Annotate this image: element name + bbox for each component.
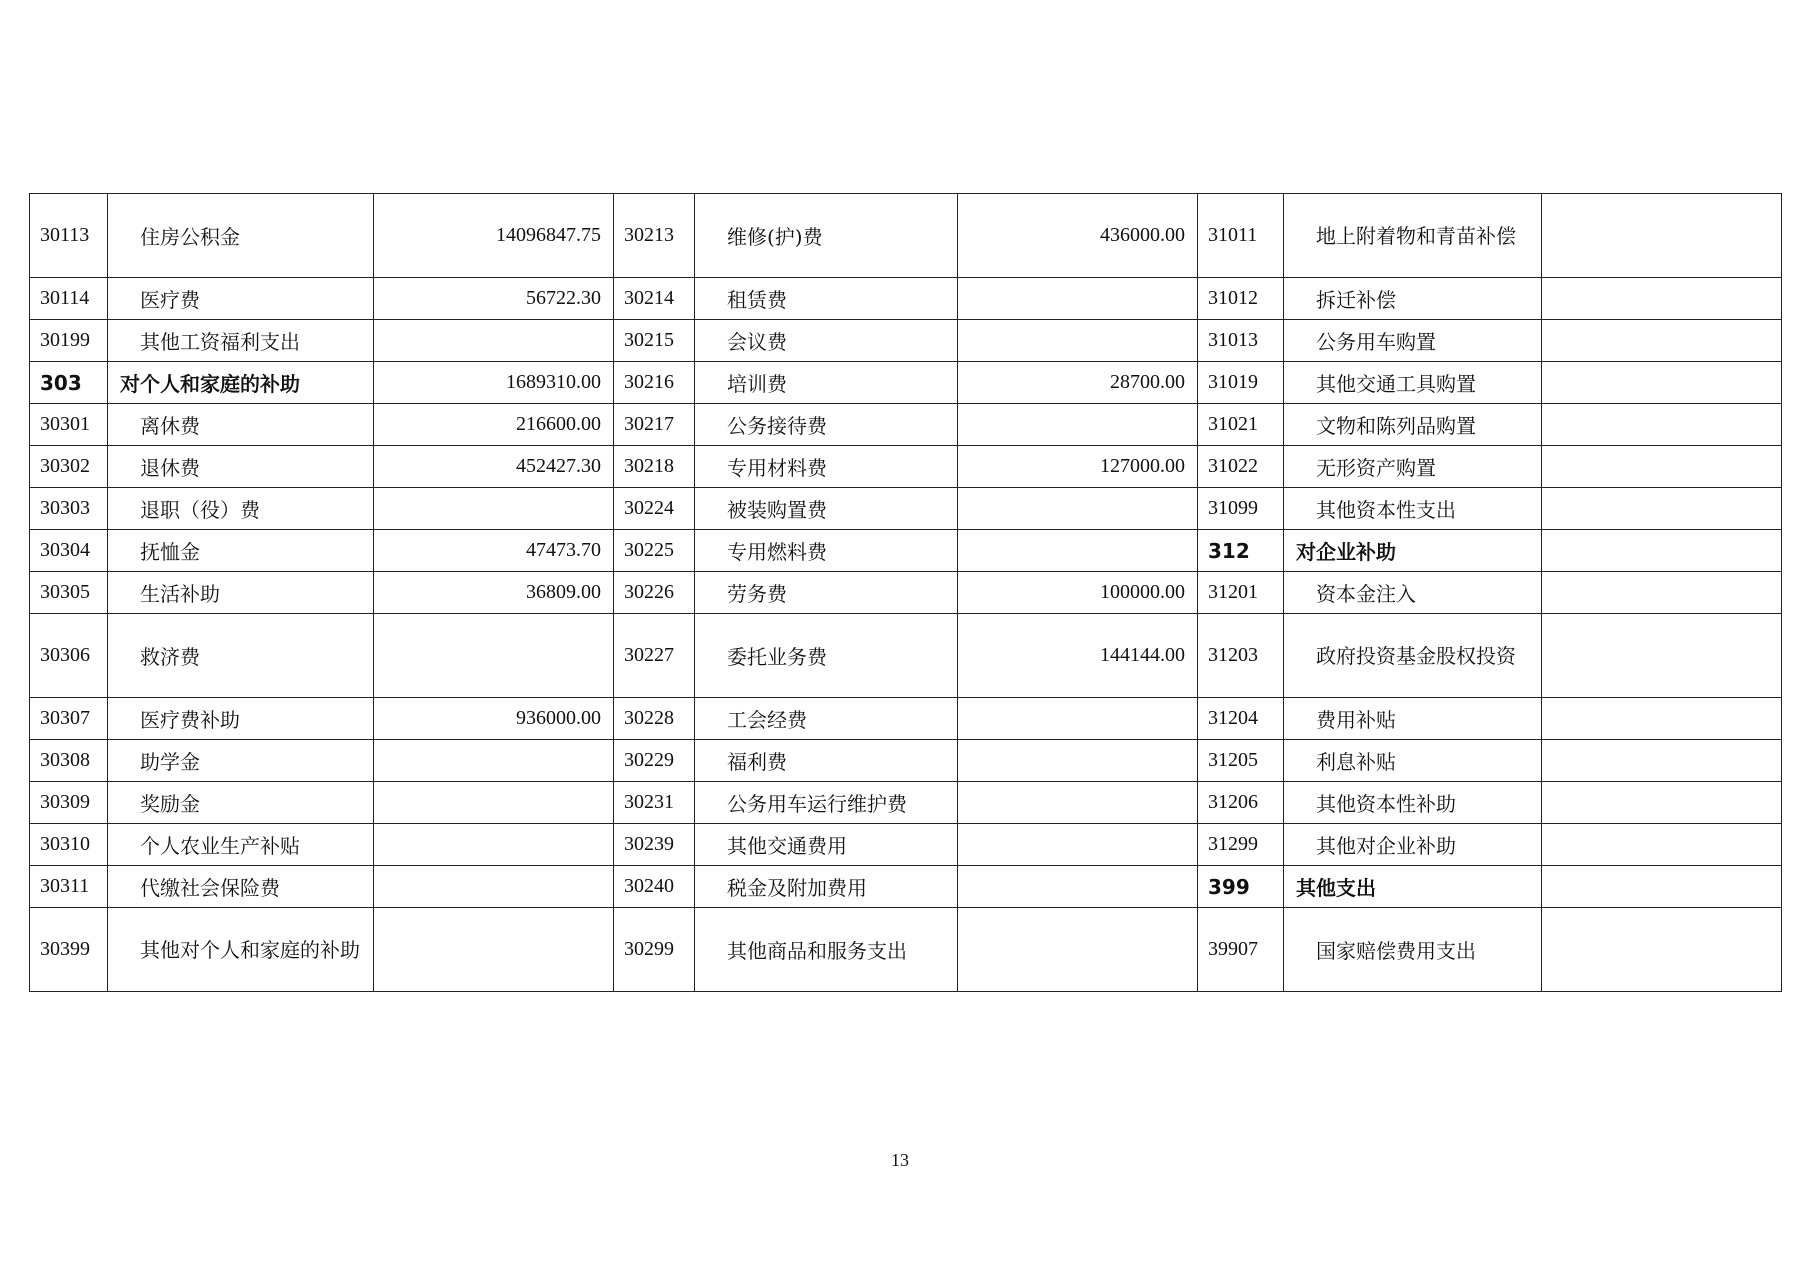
item-code: 30310 xyxy=(30,824,108,866)
item-code: 31099 xyxy=(1198,488,1284,530)
item-code: 30306 xyxy=(30,614,108,698)
item-name: 代缴社会保险费 xyxy=(108,866,374,908)
item-amount xyxy=(1542,404,1782,446)
item-code: 31019 xyxy=(1198,362,1284,404)
item-code: 30302 xyxy=(30,446,108,488)
item-name: 其他工资福利支出 xyxy=(108,320,374,362)
item-name: 政府投资基金股权投资 xyxy=(1284,614,1542,698)
item-code: 31022 xyxy=(1198,446,1284,488)
item-name: 离休费 xyxy=(108,404,374,446)
item-name: 无形资产购置 xyxy=(1284,446,1542,488)
item-code: 30239 xyxy=(614,824,695,866)
item-name: 医疗费补助 xyxy=(108,698,374,740)
item-amount xyxy=(374,320,614,362)
item-name: 地上附着物和青苗补偿 xyxy=(1284,194,1542,278)
item-code: 30214 xyxy=(614,278,695,320)
item-code: 30229 xyxy=(614,740,695,782)
item-name: 租赁费 xyxy=(695,278,958,320)
item-code: 30213 xyxy=(614,194,695,278)
item-amount xyxy=(374,782,614,824)
item-code: 31203 xyxy=(1198,614,1284,698)
item-code: 31201 xyxy=(1198,572,1284,614)
item-code: 30307 xyxy=(30,698,108,740)
item-amount: 216600.00 xyxy=(374,404,614,446)
item-amount xyxy=(374,908,614,992)
item-name: 税金及附加费用 xyxy=(695,866,958,908)
item-name: 拆迁补偿 xyxy=(1284,278,1542,320)
item-amount: 436000.00 xyxy=(958,194,1198,278)
item-name: 个人农业生产补贴 xyxy=(108,824,374,866)
table-row xyxy=(30,572,1782,614)
table-row xyxy=(30,698,1782,740)
table-row xyxy=(30,194,1782,278)
item-name: 福利费 xyxy=(695,740,958,782)
item-amount xyxy=(1542,446,1782,488)
item-name: 劳务费 xyxy=(695,572,958,614)
item-code: 31204 xyxy=(1198,698,1284,740)
item-amount: 14096847.75 xyxy=(374,194,614,278)
item-code: 30225 xyxy=(614,530,695,572)
item-code: 30303 xyxy=(30,488,108,530)
table-row xyxy=(30,908,1782,992)
item-name: 其他交通工具购置 xyxy=(1284,362,1542,404)
item-name: 退职（役）费 xyxy=(108,488,374,530)
item-name: 生活补助 xyxy=(108,572,374,614)
item-amount xyxy=(958,824,1198,866)
table-row xyxy=(30,614,1782,698)
item-amount xyxy=(958,404,1198,446)
budget-table xyxy=(29,193,1782,992)
item-code: 31206 xyxy=(1198,782,1284,824)
item-code: 30301 xyxy=(30,404,108,446)
item-name: 培训费 xyxy=(695,362,958,404)
item-name: 其他对个人和家庭的补助 xyxy=(108,908,374,992)
item-code: 30217 xyxy=(614,404,695,446)
item-code: 30399 xyxy=(30,908,108,992)
item-amount xyxy=(374,824,614,866)
item-code: 30240 xyxy=(614,866,695,908)
item-name: 公务用车购置 xyxy=(1284,320,1542,362)
item-amount xyxy=(1542,698,1782,740)
item-name: 其他支出 xyxy=(1284,866,1542,908)
item-name: 对企业补助 xyxy=(1284,530,1542,572)
item-name: 其他资本性补助 xyxy=(1284,782,1542,824)
item-amount xyxy=(1542,572,1782,614)
item-code: 30231 xyxy=(614,782,695,824)
item-code: 30113 xyxy=(30,194,108,278)
item-name: 会议费 xyxy=(695,320,958,362)
item-amount xyxy=(1542,782,1782,824)
item-amount: 452427.30 xyxy=(374,446,614,488)
item-amount: 144144.00 xyxy=(958,614,1198,698)
item-name: 公务接待费 xyxy=(695,404,958,446)
table-row xyxy=(30,446,1782,488)
table-row xyxy=(30,488,1782,530)
item-amount xyxy=(958,488,1198,530)
table-row xyxy=(30,530,1782,572)
item-name: 医疗费 xyxy=(108,278,374,320)
item-amount xyxy=(958,740,1198,782)
item-code: 30227 xyxy=(614,614,695,698)
item-amount xyxy=(1542,740,1782,782)
item-name: 抚恤金 xyxy=(108,530,374,572)
item-code: 30309 xyxy=(30,782,108,824)
item-amount xyxy=(374,740,614,782)
item-name: 住房公积金 xyxy=(108,194,374,278)
item-amount xyxy=(1542,908,1782,992)
item-code: 30304 xyxy=(30,530,108,572)
item-amount: 100000.00 xyxy=(958,572,1198,614)
item-code: 31011 xyxy=(1198,194,1284,278)
item-name: 助学金 xyxy=(108,740,374,782)
item-name: 其他交通费用 xyxy=(695,824,958,866)
item-code: 30311 xyxy=(30,866,108,908)
item-name: 其他对企业补助 xyxy=(1284,824,1542,866)
page-number: 13 xyxy=(891,1150,909,1170)
item-name: 专用材料费 xyxy=(695,446,958,488)
item-code: 31013 xyxy=(1198,320,1284,362)
item-name: 工会经费 xyxy=(695,698,958,740)
table-row xyxy=(30,404,1782,446)
item-amount xyxy=(1542,278,1782,320)
item-amount xyxy=(958,278,1198,320)
item-code: 30114 xyxy=(30,278,108,320)
item-name: 其他资本性支出 xyxy=(1284,488,1542,530)
item-name: 公务用车运行维护费 xyxy=(695,782,958,824)
table-row xyxy=(30,278,1782,320)
item-amount xyxy=(1542,320,1782,362)
item-amount xyxy=(958,320,1198,362)
item-amount: 47473.70 xyxy=(374,530,614,572)
item-amount: 1689310.00 xyxy=(374,362,614,404)
item-code: 39907 xyxy=(1198,908,1284,992)
item-amount: 127000.00 xyxy=(958,446,1198,488)
table-row xyxy=(30,866,1782,908)
item-code: 312 xyxy=(1198,530,1284,572)
item-amount: 28700.00 xyxy=(958,362,1198,404)
item-amount xyxy=(958,530,1198,572)
item-code: 31021 xyxy=(1198,404,1284,446)
item-name: 对个人和家庭的补助 xyxy=(108,362,374,404)
item-name: 国家赔偿费用支出 xyxy=(1284,908,1542,992)
item-amount xyxy=(958,908,1198,992)
item-amount xyxy=(1542,824,1782,866)
item-amount: 56722.30 xyxy=(374,278,614,320)
item-code: 399 xyxy=(1198,866,1284,908)
item-code: 303 xyxy=(30,362,108,404)
item-amount xyxy=(374,614,614,698)
item-amount xyxy=(958,866,1198,908)
item-amount xyxy=(1542,866,1782,908)
item-amount: 36809.00 xyxy=(374,572,614,614)
item-code: 30215 xyxy=(614,320,695,362)
item-amount xyxy=(1542,530,1782,572)
item-code: 30199 xyxy=(30,320,108,362)
item-code: 30228 xyxy=(614,698,695,740)
table-row xyxy=(30,782,1782,824)
item-amount xyxy=(374,866,614,908)
item-amount xyxy=(958,698,1198,740)
item-name: 费用补贴 xyxy=(1284,698,1542,740)
item-code: 30216 xyxy=(614,362,695,404)
item-name: 其他商品和服务支出 xyxy=(695,908,958,992)
item-name: 被装购置费 xyxy=(695,488,958,530)
item-code: 30299 xyxy=(614,908,695,992)
item-name: 利息补贴 xyxy=(1284,740,1542,782)
item-name: 维修(护)费 xyxy=(695,194,958,278)
item-amount xyxy=(1542,362,1782,404)
item-code: 31012 xyxy=(1198,278,1284,320)
item-name: 资本金注入 xyxy=(1284,572,1542,614)
item-amount xyxy=(958,782,1198,824)
item-code: 30218 xyxy=(614,446,695,488)
item-amount xyxy=(1542,614,1782,698)
table-row xyxy=(30,824,1782,866)
item-name: 专用燃料费 xyxy=(695,530,958,572)
item-name: 退休费 xyxy=(108,446,374,488)
item-code: 30224 xyxy=(614,488,695,530)
item-amount xyxy=(374,488,614,530)
item-code: 30308 xyxy=(30,740,108,782)
item-code: 31299 xyxy=(1198,824,1284,866)
item-code: 30226 xyxy=(614,572,695,614)
table-row xyxy=(30,740,1782,782)
item-amount xyxy=(1542,488,1782,530)
item-name: 委托业务费 xyxy=(695,614,958,698)
item-name: 救济费 xyxy=(108,614,374,698)
item-code: 30305 xyxy=(30,572,108,614)
table-row xyxy=(30,320,1782,362)
table-row xyxy=(30,362,1782,404)
item-name: 文物和陈列品购置 xyxy=(1284,404,1542,446)
item-amount xyxy=(1542,194,1782,278)
item-code: 31205 xyxy=(1198,740,1284,782)
item-name: 奖励金 xyxy=(108,782,374,824)
item-amount: 936000.00 xyxy=(374,698,614,740)
